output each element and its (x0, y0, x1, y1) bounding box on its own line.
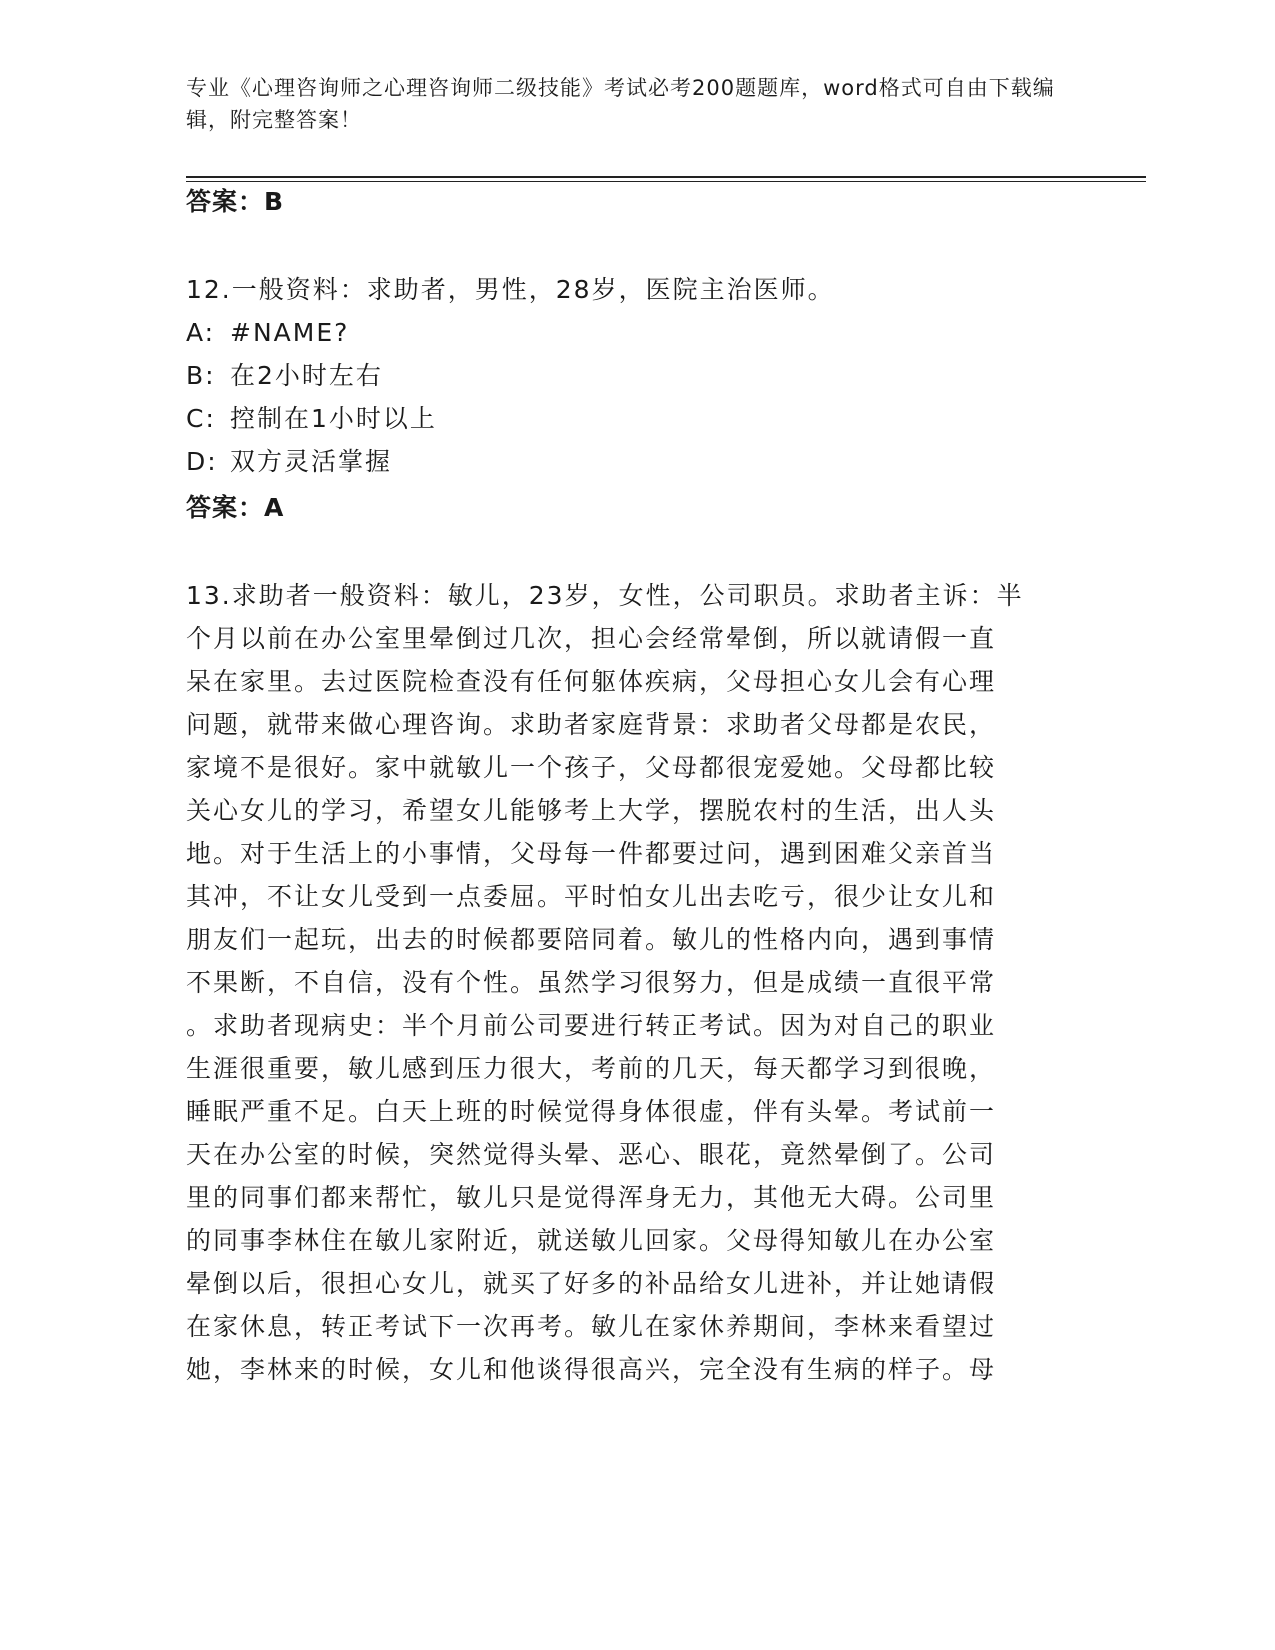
q13-line: 不果断，不自信，没有个性。虽然学习很努力，但是成绩一直很平常 (186, 968, 997, 997)
q13-line: 个月以前在办公室里晕倒过几次，担心会经常晕倒，所以就请假一直 (186, 624, 997, 653)
q13-line: 。求助者现病史：半个月前公司要进行转正考试。因为对自己的职业 (186, 1011, 997, 1040)
q13-line: 13.求助者一般资料：敏儿，23岁，女性，公司职员。求助者主诉：半 (186, 581, 1024, 610)
option-b (186, 360, 383, 392)
q13-line: 地。对于生活上的小事情，父母每一件都要过问，遇到困难父亲首当 (186, 839, 997, 868)
option-a (186, 317, 349, 349)
option-c-label: C: (186, 404, 216, 433)
option-a-label: A: (186, 318, 216, 347)
q13-line: 其冲，不让女儿受到一点委屈。平时怕女儿出去吃亏，很少让女儿和 (186, 882, 997, 911)
q13-line: 她，李林来的时候，女儿和他谈得很高兴，完全没有生病的样子。母 (186, 1355, 997, 1384)
option-c-text: 控制在1小时以上 (230, 404, 437, 433)
q13-line: 天在办公室的时候，突然觉得头晕、恶心、眼花，竟然晕倒了。公司 (186, 1140, 997, 1169)
q13-line: 里的同事们都来帮忙，敏儿只是觉得浑身无力，其他无大碍。公司里 (186, 1183, 997, 1212)
option-b-label: B: (186, 361, 216, 390)
option-c (186, 403, 437, 435)
header-rule-thin (186, 181, 1146, 182)
option-d-label: D: (186, 447, 218, 476)
question-12-answer: 答案：A (186, 493, 285, 522)
option-b-text: 在2小时左右 (230, 361, 383, 390)
q13-line: 问题，就带来做心理咨询。求助者家庭背景：求助者父母都是农民， (186, 710, 997, 739)
option-d-text: 双方灵活掌握 (230, 447, 393, 476)
q13-line: 在家休息，转正考试下一次再考。敏儿在家休养期间，李林来看望过 (186, 1312, 997, 1341)
option-a-text: #NAME? (230, 318, 350, 347)
q13-line: 晕倒以后，很担心女儿，就买了好多的补品给女儿进补，并让她请假 (186, 1269, 997, 1298)
question-12-stem: 12.一般资料：求助者，男性，28岁，医院主治医师。 (186, 275, 835, 304)
header-rule-thick (186, 176, 1146, 178)
q13-line: 朋友们一起玩，出去的时候都要陪同着。敏儿的性格内向，遇到事情 (186, 925, 997, 954)
q13-line: 关心女儿的学习，希望女儿能够考上大学，摆脱农村的生活，出人头 (186, 796, 997, 825)
q13-line: 家境不是很好。家中就敏儿一个孩子，父母都很宠爱她。父母都比较 (186, 753, 997, 782)
option-d (186, 446, 392, 478)
q13-line: 呆在家里。去过医院检查没有任何躯体疾病，父母担心女儿会有心理 (186, 667, 997, 696)
q13-line: 睡眠严重不足。白天上班的时候觉得身体很虚，伴有头晕。考试前一 (186, 1097, 997, 1126)
previous-answer: 答案：B (186, 187, 285, 216)
page-header: 专业《心理咨询师之心理咨询师二级技能》考试必考200题题库，word格式可自由下载编辑，附完整答案！ (186, 76, 1055, 132)
q13-line: 生涯很重要，敏儿感到压力很大，考前的几天，每天都学习到很晚， (186, 1054, 997, 1083)
q13-line: 的同事李林住在敏儿家附近，就送敏儿回家。父母得知敏儿在办公室 (186, 1226, 997, 1255)
